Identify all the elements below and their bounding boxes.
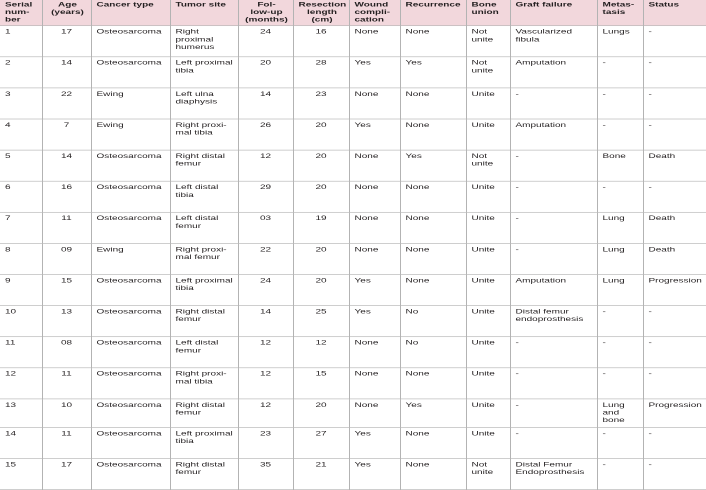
table-cell: Unite xyxy=(466,243,510,274)
table-cell: 14 xyxy=(238,306,293,337)
table-cell: Progression xyxy=(643,275,706,306)
table-cell: None xyxy=(400,459,466,490)
table-cell: 23 xyxy=(238,427,293,458)
table-cell: Amputation xyxy=(510,57,597,88)
column-header-line: (cm) xyxy=(311,16,333,24)
table-cell: 12 xyxy=(238,337,293,368)
table-cell: Left proximal tibia xyxy=(170,427,238,458)
table-cell: 14 xyxy=(0,427,42,458)
table-cell: Yes xyxy=(349,427,400,458)
table-cell: None xyxy=(400,368,466,399)
table-cell: - xyxy=(510,427,597,458)
table-cell: 12 xyxy=(238,150,293,181)
table-cell: None xyxy=(349,212,400,243)
table-row xyxy=(0,212,706,243)
table-cell: Osteosarcoma xyxy=(91,275,170,306)
table-cell: 11 xyxy=(42,427,91,458)
table-cell: 13 xyxy=(0,399,42,428)
table-cell: Yes xyxy=(349,119,400,150)
table-cell: Vascularized fibula xyxy=(510,26,597,57)
table-cell: Right distal femur xyxy=(170,306,238,337)
table-cell: Left distal femur xyxy=(170,212,238,243)
table-cell: 8 xyxy=(0,243,42,274)
table-cell: Osteosarcoma xyxy=(91,399,170,428)
table-cell: Ewing xyxy=(91,119,170,150)
column-header-line: tasis xyxy=(602,8,626,16)
table-cell: 20 xyxy=(293,181,349,212)
column-header-line: Metas- xyxy=(602,1,635,9)
table-cell: Death xyxy=(643,243,706,274)
table-cell: - xyxy=(510,88,597,119)
table-cell: Unite xyxy=(466,399,510,428)
table-cell: Osteosarcoma xyxy=(91,337,170,368)
table-cell: Right proxi-mal tibia xyxy=(170,119,238,150)
table-cell: 10 xyxy=(42,399,91,428)
table-cell: 19 xyxy=(293,212,349,243)
column-header-line: Resection xyxy=(298,1,347,9)
table-row xyxy=(0,181,706,212)
table-row xyxy=(0,150,706,181)
table-cell: - xyxy=(597,306,643,337)
table-cell: 7 xyxy=(0,212,42,243)
table-cell: None xyxy=(349,150,400,181)
table-cell: Amputation xyxy=(510,275,597,306)
table-cell: Not unite xyxy=(466,459,510,490)
table-cell: - xyxy=(597,88,643,119)
column-header xyxy=(293,0,349,26)
column-header-line: ber xyxy=(5,16,21,24)
column-header xyxy=(91,0,170,26)
table-cell: Unite xyxy=(466,368,510,399)
table-cell: 5 xyxy=(0,150,42,181)
table-cell: Distal Femur Endoprosthesis xyxy=(510,459,597,490)
table-cell: 28 xyxy=(293,57,349,88)
table-cell: 2 xyxy=(0,57,42,88)
column-header xyxy=(170,0,238,26)
table-cell: 20 xyxy=(293,243,349,274)
table-row xyxy=(0,427,706,458)
column-header-line: Fol- xyxy=(257,1,276,9)
table-cell: Left distal femur xyxy=(170,337,238,368)
table-cell: Unite xyxy=(466,306,510,337)
table-cell: 13 xyxy=(42,306,91,337)
table-cell: 09 xyxy=(42,243,91,274)
table-cell: Left distal tibia xyxy=(170,181,238,212)
table-cell: 08 xyxy=(42,337,91,368)
table-cell: Not unite xyxy=(466,26,510,57)
table-cell: None xyxy=(400,181,466,212)
table-cell: Right proximal humerus xyxy=(170,26,238,57)
table-cell: 3 xyxy=(0,88,42,119)
column-header-line: Cancer type xyxy=(96,1,154,9)
table-cell: 17 xyxy=(42,26,91,57)
table-cell: 12 xyxy=(238,399,293,428)
table-cell: - xyxy=(643,368,706,399)
column-header-line: Tumor site xyxy=(175,1,226,9)
table-cell: Right proxi-mal femur xyxy=(170,243,238,274)
table-cell: - xyxy=(597,459,643,490)
column-header-line: compli- xyxy=(354,8,391,16)
table-cell: 17 xyxy=(42,459,91,490)
table-cell: Osteosarcoma xyxy=(91,150,170,181)
table-cell: Unite xyxy=(466,181,510,212)
column-header xyxy=(597,0,643,26)
table-cell: Lung xyxy=(597,212,643,243)
table-row xyxy=(0,337,706,368)
table-header xyxy=(0,0,706,26)
table-cell: None xyxy=(400,275,466,306)
header-row xyxy=(0,0,706,26)
column-header-line: Serial xyxy=(5,1,33,9)
table-cell: Unite xyxy=(466,212,510,243)
table-row xyxy=(0,243,706,274)
table-cell: Yes xyxy=(400,399,466,428)
table-cell: Progression xyxy=(643,399,706,428)
table-cell: Yes xyxy=(349,57,400,88)
column-header-line: Bone xyxy=(471,1,497,9)
column-header-line: Wound xyxy=(354,1,389,9)
table-cell: Osteosarcoma xyxy=(91,57,170,88)
table-cell: - xyxy=(643,459,706,490)
table-cell: Yes xyxy=(400,150,466,181)
table-cell: Right distal femur xyxy=(170,459,238,490)
table-cell: None xyxy=(349,368,400,399)
table-cell: Lungs xyxy=(597,26,643,57)
table-cell: Osteosarcoma xyxy=(91,306,170,337)
table-cell: None xyxy=(349,88,400,119)
table-cell: 15 xyxy=(0,459,42,490)
table-cell: Not unite xyxy=(466,150,510,181)
column-header xyxy=(510,0,597,26)
table-cell: 15 xyxy=(293,368,349,399)
column-header-line: Age xyxy=(58,1,77,9)
table-row xyxy=(0,459,706,490)
table-cell: 6 xyxy=(0,181,42,212)
table-row xyxy=(0,88,706,119)
column-header-line: (months) xyxy=(245,16,288,24)
table-cell: None xyxy=(349,399,400,428)
table-cell: Unite xyxy=(466,119,510,150)
table-cell: 26 xyxy=(238,119,293,150)
table-cell: Not unite xyxy=(466,57,510,88)
table-cell: - xyxy=(510,368,597,399)
table-row xyxy=(0,57,706,88)
table-cell: 12 xyxy=(238,368,293,399)
table-cell: No xyxy=(400,337,466,368)
table-cell: 11 xyxy=(0,337,42,368)
column-header xyxy=(466,0,510,26)
table-cell: 20 xyxy=(293,119,349,150)
table-cell: 22 xyxy=(238,243,293,274)
column-header xyxy=(238,0,293,26)
table-cell: Lung xyxy=(597,243,643,274)
table-cell: 4 xyxy=(0,119,42,150)
column-header-line: (years) xyxy=(51,8,84,16)
table-cell: - xyxy=(597,337,643,368)
table-cell: - xyxy=(643,57,706,88)
table-cell: Amputation xyxy=(510,119,597,150)
table-cell: None xyxy=(400,243,466,274)
table-cell: 7 xyxy=(42,119,91,150)
table-cell: Unite xyxy=(466,427,510,458)
table-cell: 23 xyxy=(293,88,349,119)
table-cell: Osteosarcoma xyxy=(91,26,170,57)
table-cell: 15 xyxy=(42,275,91,306)
table-cell: Left ulna diaphysis xyxy=(170,88,238,119)
table-cell: 35 xyxy=(238,459,293,490)
table-cell: 11 xyxy=(42,368,91,399)
table-cell: Lung and bone xyxy=(597,399,643,428)
column-header xyxy=(349,0,400,26)
column-header xyxy=(42,0,91,26)
table-cell: 24 xyxy=(238,26,293,57)
column-header xyxy=(400,0,466,26)
table-cell: - xyxy=(510,243,597,274)
table-cell: Yes xyxy=(349,459,400,490)
column-header-line: cation xyxy=(354,16,384,24)
column-header-line: Status xyxy=(648,1,680,9)
table-cell: Left proximal tibia xyxy=(170,57,238,88)
table-cell: Left proximal tibia xyxy=(170,275,238,306)
table-cell: 16 xyxy=(42,181,91,212)
table-cell: - xyxy=(643,119,706,150)
table-cell: Right distal femur xyxy=(170,399,238,428)
table-cell: Osteosarcoma xyxy=(91,212,170,243)
table-cell: Osteosarcoma xyxy=(91,368,170,399)
table-cell: 14 xyxy=(238,88,293,119)
table-cell: 12 xyxy=(0,368,42,399)
table-cell: 22 xyxy=(42,88,91,119)
table-row xyxy=(0,399,706,428)
table-cell: None xyxy=(349,181,400,212)
column-header-line: length xyxy=(307,8,337,16)
table-cell: Yes xyxy=(349,306,400,337)
table-cell: - xyxy=(510,181,597,212)
table-cell: Yes xyxy=(349,275,400,306)
table-cell: 20 xyxy=(293,399,349,428)
table-cell: - xyxy=(510,150,597,181)
table-cell: Unite xyxy=(466,88,510,119)
table-cell: - xyxy=(643,181,706,212)
table-cell: - xyxy=(510,337,597,368)
column-header-line: low-up xyxy=(250,8,283,16)
table-row xyxy=(0,275,706,306)
table-cell: 20 xyxy=(293,150,349,181)
table-cell: Unite xyxy=(466,275,510,306)
table-cell: 25 xyxy=(293,306,349,337)
table-cell: 14 xyxy=(42,57,91,88)
table-cell: Osteosarcoma xyxy=(91,459,170,490)
table-cell: - xyxy=(597,368,643,399)
table-cell: None xyxy=(349,337,400,368)
table-cell: Ewing xyxy=(91,88,170,119)
table-cell: Yes xyxy=(400,57,466,88)
column-header-line: num- xyxy=(5,8,30,16)
table-cell: 29 xyxy=(238,181,293,212)
table-cell: 16 xyxy=(293,26,349,57)
table-cell: Right distal femur xyxy=(170,150,238,181)
table-cell: - xyxy=(597,57,643,88)
table-cell: Osteosarcoma xyxy=(91,427,170,458)
table-cell: - xyxy=(597,119,643,150)
table-cell: Osteosarcoma xyxy=(91,181,170,212)
table-cell: 24 xyxy=(238,275,293,306)
table-cell: - xyxy=(643,306,706,337)
table-cell: Bone xyxy=(597,150,643,181)
table-cell: None xyxy=(400,88,466,119)
table-cell: - xyxy=(510,212,597,243)
table-cell: - xyxy=(597,427,643,458)
table-cell: 12 xyxy=(293,337,349,368)
table-cell: 14 xyxy=(42,150,91,181)
table-cell: None xyxy=(400,26,466,57)
table-cell: None xyxy=(400,212,466,243)
column-header-line: Recurrence xyxy=(405,1,461,9)
table-cell: 27 xyxy=(293,427,349,458)
table-cell: 20 xyxy=(238,57,293,88)
table-cell: Distal femur endoprosthesis xyxy=(510,306,597,337)
column-header-line: union xyxy=(471,8,499,16)
table-body xyxy=(0,26,706,490)
table-cell: Unite xyxy=(466,337,510,368)
table-cell: None xyxy=(400,119,466,150)
table-cell: - xyxy=(643,427,706,458)
table-cell: 9 xyxy=(0,275,42,306)
table-row xyxy=(0,306,706,337)
column-header xyxy=(643,0,706,26)
table-cell: 10 xyxy=(0,306,42,337)
table-cell: 03 xyxy=(238,212,293,243)
table-cell: 11 xyxy=(42,212,91,243)
table-cell: - xyxy=(510,399,597,428)
table-cell: - xyxy=(597,181,643,212)
table-row xyxy=(0,368,706,399)
table-cell: 1 xyxy=(0,26,42,57)
table-row xyxy=(0,26,706,57)
table-row xyxy=(0,119,706,150)
table-cell: Ewing xyxy=(91,243,170,274)
table-cell: 21 xyxy=(293,459,349,490)
column-header-line: Graft failure xyxy=(515,1,573,9)
column-header xyxy=(0,0,42,26)
table-cell: - xyxy=(643,88,706,119)
table-cell: - xyxy=(643,337,706,368)
table-cell: None xyxy=(349,243,400,274)
table-cell: 20 xyxy=(293,275,349,306)
table-cell: Lung xyxy=(597,275,643,306)
table-cell: None xyxy=(400,427,466,458)
table-cell: None xyxy=(349,26,400,57)
table-cell: No xyxy=(400,306,466,337)
table-cell: Right proxi-mal tibia xyxy=(170,368,238,399)
table-cell: - xyxy=(643,26,706,57)
table-cell: Death xyxy=(643,212,706,243)
table-cell: Death xyxy=(643,150,706,181)
